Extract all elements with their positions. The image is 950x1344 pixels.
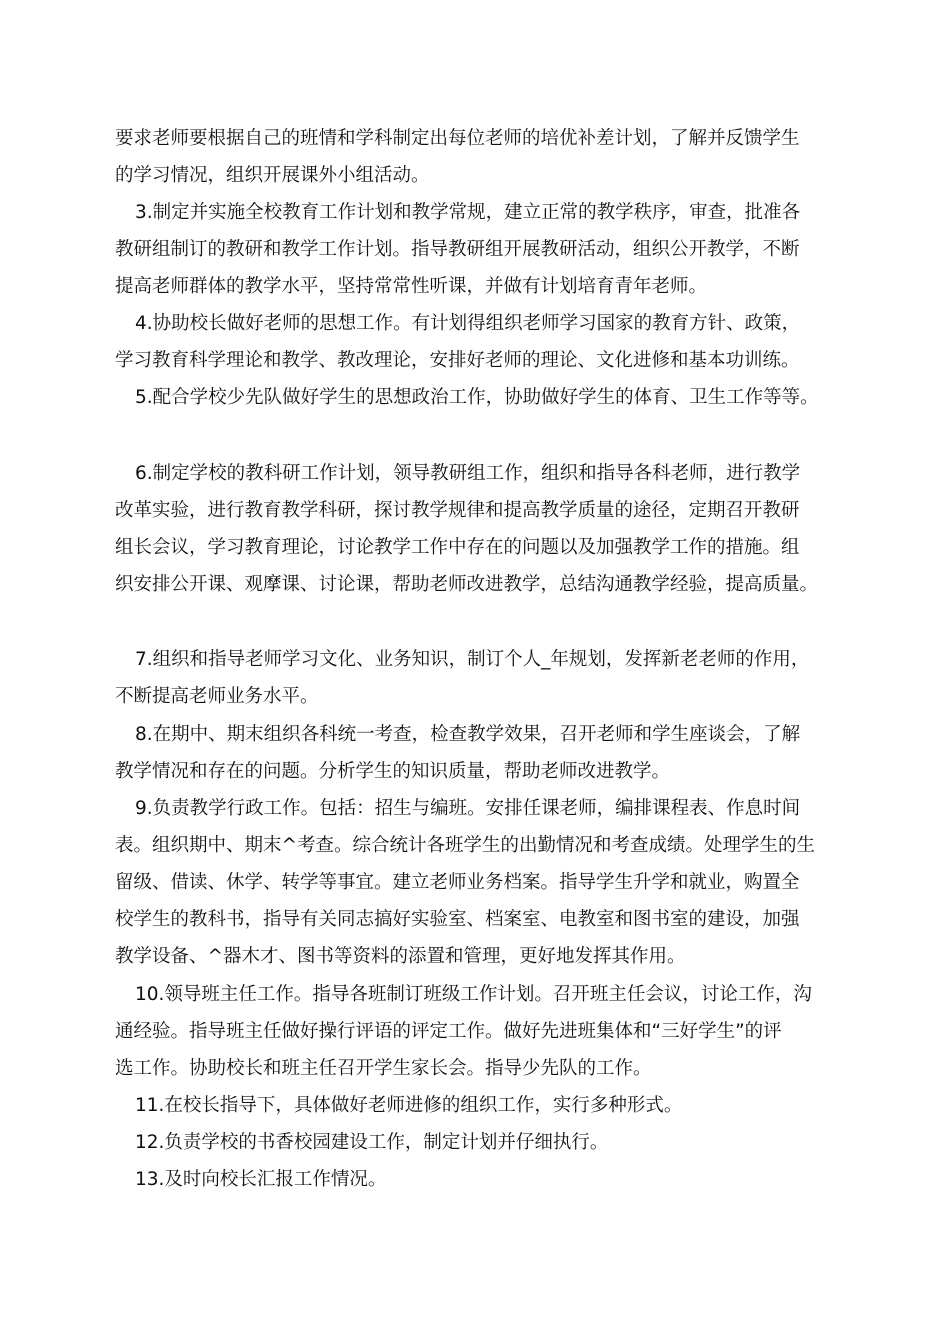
text-line: 教研组制订的教研和教学工作计划。指导教研组开展教研活动，组织公开教学，不断: [115, 239, 800, 260]
text-line: 教学情况和存在的问题。分析学生的知识质量，帮助老师改进教学。: [115, 761, 671, 782]
text-line: 留级、借读、休学、转学等事宜。建立老师业务档案。指导学生升学和就业，购置全: [115, 872, 800, 893]
text-line: 表。组织期中、期末^考查。综合统计各班学生的出勤情况和考查成绩。处理学生的生: [115, 835, 816, 856]
text-line: 提高老师群体的教学水平，坚持常常性听课，并做有计划培育青年老师。: [115, 276, 708, 297]
paragraph-item-3: [115, 194, 860, 305]
paragraph-item-8: [115, 716, 860, 790]
text-line: 通经验。指导班主任做好操行评语的评定工作。做好先进班集体和“三好学生”的评: [115, 1021, 782, 1042]
text-line: 选工作。协助校长和班主任召开学生家长会。指导少先队的工作。: [115, 1058, 652, 1079]
text-line: 5.配合学校少先队做好学生的思想政治工作，协助做好学生的体育、卫生工作等等。: [135, 387, 819, 408]
text-line: 11.在校长指导下，具体做好老师进修的组织工作，实行多种形式。: [135, 1095, 683, 1116]
text-line: 校学生的教科书，指导有关同志搞好实验室、档案室、电教室和图书室的建设，加强: [115, 909, 800, 930]
text-line: 不断提高老师业务水平。: [115, 686, 319, 707]
text-line: 要求老师要根据自己的班情和学科制定出每位老师的培优补差计划，了解并反馈学生: [115, 128, 800, 149]
text-line: 改革实验，进行教育教学科研，探讨教学规律和提高教学质量的途径，定期召开教研: [115, 500, 800, 521]
paragraph-item-7: [115, 641, 860, 715]
text-line: 9.负责教学行政工作。包括：招生与编班。安排任课老师，编排课程表、作息时间: [135, 798, 801, 819]
text-line: 12.负责学校的书香校园建设工作，制定计划并仔细执行。: [135, 1132, 609, 1153]
paragraph-item-9: [115, 790, 860, 975]
text-line: 13.及时向校长汇报工作情况。: [135, 1169, 387, 1190]
paragraph-item-11: [115, 1087, 860, 1124]
text-line: 教学设备、^器木才、图书等资料的添置和管理，更好地发挥其作用。: [115, 946, 686, 967]
paragraph-item-6: [115, 455, 860, 603]
text-line: 6.制定学校的教科研工作计划，领导教研组工作，组织和指导各科老师，进行教学: [135, 463, 801, 484]
paragraph-item-10: [115, 976, 860, 1087]
text-line: 7.组织和指导老师学习文化、业务知识，制订个人_年规划，发挥新老老师的作用，: [135, 649, 810, 670]
text-line: 10.领导班主任工作。指导各班制订班级工作计划。召开班主任会议，讨论工作，沟: [135, 984, 812, 1005]
paragraph-item-12: [115, 1124, 860, 1161]
paragraph-intro: [115, 120, 860, 194]
paragraph-item-13: [115, 1161, 860, 1198]
paragraph-item-4: [115, 305, 860, 379]
text-line: 组长会议，学习教育理论，讨论教学工作中存在的问题以及加强教学工作的措施。组: [115, 537, 800, 558]
paragraph-item-5: [115, 379, 860, 416]
text-line: 学习教育科学理论和教学、教改理论，安排好老师的理论、文化进修和基本功训练。: [115, 350, 800, 371]
text-line: 织安排公开课、观摩课、讨论课，帮助老师改进教学，总结沟通教学经验，提高质量。: [115, 574, 819, 595]
text-line: 的学习情况，组织开展课外小组活动。: [115, 165, 430, 186]
text-line: 8.在期中、期末组织各科统一考查，检查教学效果，召开老师和学生座谈会，了解: [135, 724, 801, 745]
text-line: 3.制定并实施全校教育工作计划和教学常规，建立正常的教学秩序，审查，批准各: [135, 202, 801, 223]
text-line: 4.协助校长做好老师的思想工作。有计划得组织老师学习国家的教育方针、政策，: [135, 313, 801, 334]
